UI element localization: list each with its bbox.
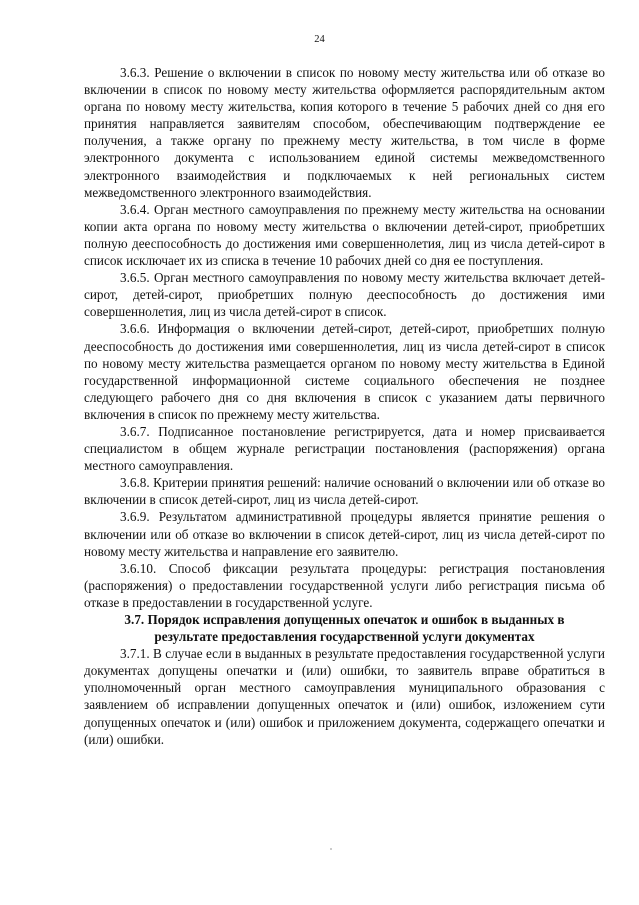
scan-dot-mark <box>330 848 332 850</box>
paragraph-3-6-3: 3.6.3. Решение о включении в список по новому месту жительства или об отказе во включении в список по новому месту жительства оформляется распорядительным актом органа по новому месту жительства, копия которого в течение 5 рабочих дней со дня его принятия направляется заявителям способом, обеспечивающим подтверждение ее получения, а также органу по прежнему месту жительства, в том числе в форме электронного документа с использованием единой системы межведомственного электронного взаимодействия и подключаемых к ней региональных систем межведомственного электронного взаимодействия. <box>84 65 605 200</box>
paragraph-3-6-9: 3.6.9. Результатом административной процедуры является принятие решения о включении или об отказе во включении в список детей-сирот, лиц из числа детей-сирот по новому месту жительства и направление его заявителю. <box>84 509 605 559</box>
paragraph-3-6-10: 3.6.10. Способ фиксации результата процедуры: регистрация постановления (распоряжения) о предоставлении государственной услуги либо регистрация письма об отказе в предоставлении в государственной услуге. <box>84 560 605 610</box>
page-number: 24 <box>314 34 325 45</box>
paragraph-3-7-1: 3.7.1. В случае если в выданных в результате предоставления государственной услуги документах допущены опечатки и (или) ошибки, то заявитель вправе обратиться в уполномоченный орган местного самоуправления муниципального образования с заявлением об исправлении допущенных опечаток и (или) ошибок, изложением сути допущенных опечаток и (или) ошибок и приложением документа, содержащего опечатки и (или) ошибки. <box>84 646 605 747</box>
paragraph-3-6-6: 3.6.6. Информация о включении детей-сирот, детей-сирот, приобретших полную дееспособность до достижения ими совершеннолетия, лиц из числа детей-сирот в список по новому месту жительства размещается органом по новому месту жительства в Единой государственной информационной системе социального обеспечения не позднее следующего рабочего дня со дня включения в список с указанием даты первичного включения в список по прежнему месту жительства. <box>84 321 605 422</box>
section-heading-3-7: 3.7. Порядок исправления допущенных опечаток и ошибок в выданных в результате предоставления государственной услуги документах <box>124 612 565 645</box>
paragraph-3-6-8: 3.6.8. Критерии принятия решений: наличие оснований о включении или об отказе во включении в список детей-сирот, лиц из числа детей-сирот. <box>84 475 605 508</box>
paragraph-3-6-4: 3.6.4. Орган местного самоуправления по прежнему месту жительства на основании копии акта органа по новому месту жительства о включении детей-сирот, приобретших полную дееспособность до достижения ими совершеннолетия, лиц из числа детей-сирот в список исключает их из списка в течение 10 рабочих дней со дня ее поступления. <box>84 201 605 269</box>
paragraph-3-6-5: 3.6.5. Орган местного самоуправления по новому месту жительства включает детей-сирот, детей-сирот, приобретших полную дееспособность до достижения ими совершеннолетия, лиц из числа детей-сирот в список. <box>84 270 605 320</box>
document-body <box>84 64 605 748</box>
paragraph-3-6-7: 3.6.7. Подписанное постановление регистрируется, дата и номер присваивается специалистом в общем журнале регистрации постановления (распоряжения) органа местного самоуправления. <box>84 423 605 474</box>
